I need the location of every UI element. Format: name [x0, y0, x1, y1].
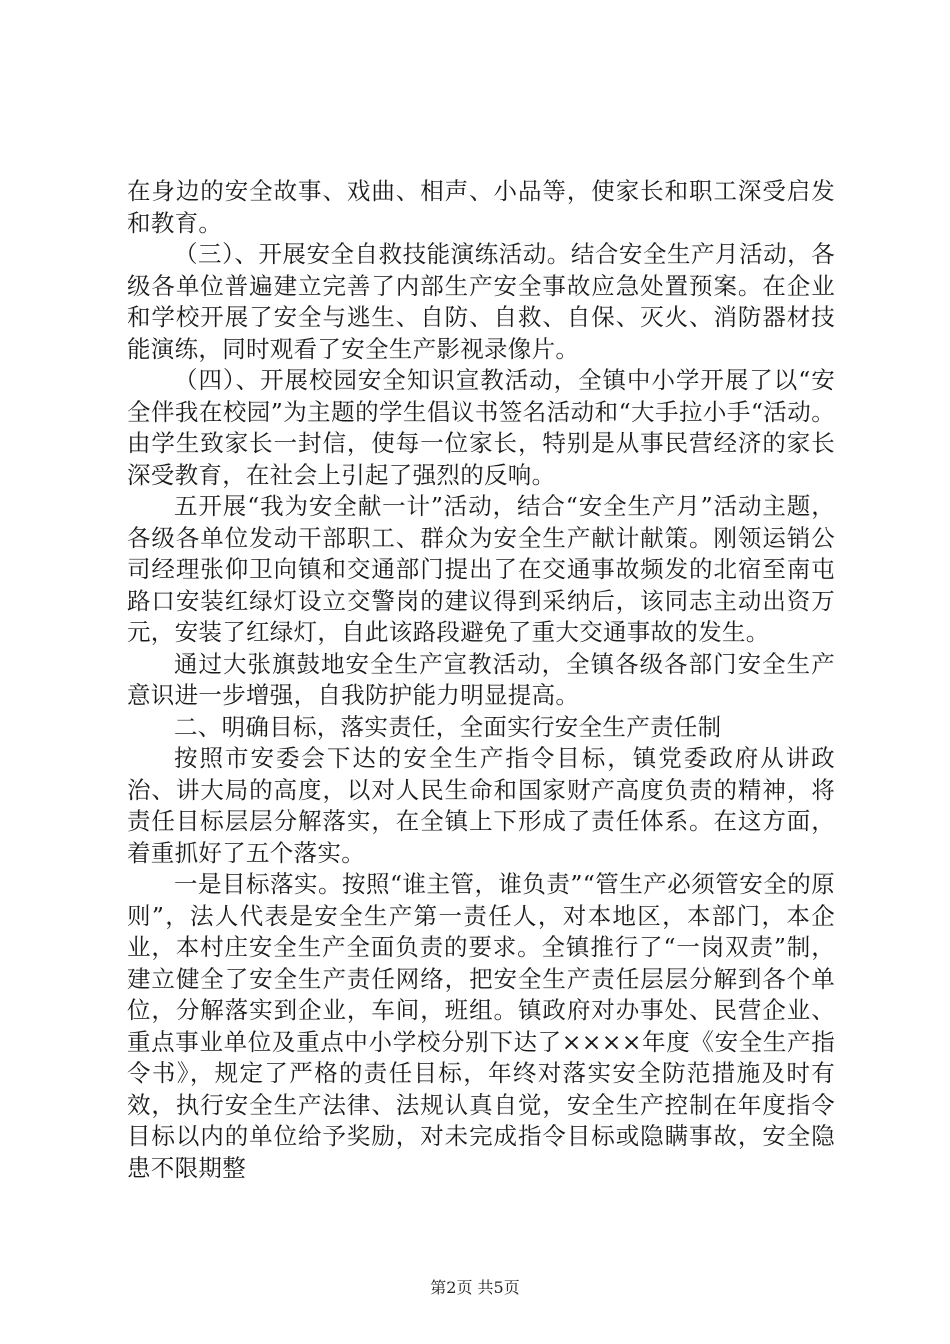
- paragraph: 按照市安委会下达的安全生产指令目标，镇党委政府从讲政治、讲大局的高度，以对人民生命和国家财产高度负责的精神，将责任目标层层分解落实，在全镇上下形成了责任体系。在这方面，着重抓好了五个落实。: [127, 744, 835, 867]
- document-body: [127, 176, 835, 1184]
- paragraph: 五开展“我为安全献一计”活动，结合“安全生产月”活动主题，各级各单位发动干部职工、群众为安全生产献计献策。刚领运销公司经理张仰卫向镇和交通部门提出了在交通事故频发的北宿至南屯路口安装红绿灯设立交警岗的建议得到采纳后，该同志主动出资万元，安装了红绿灯，自此该路段避免了重大交通事故的发生。: [127, 492, 835, 646]
- paragraph: （三）、开展安全自救技能演练活动。结合安全生产月活动，各级各单位普遍建立完善了内部生产安全事故应急处置预案。在企业和学校开展了安全与逃生、自防、自救、自保、灭火、消防器材技能演练，同时观看了安全生产影视录像片。: [127, 240, 835, 363]
- section-heading: 二、明确目标，落实责任，全面实行安全生产责任制: [174, 712, 722, 741]
- page-footer: 第2页 共5页: [430, 1278, 520, 1297]
- paragraph: 在身边的安全故事、戏曲、相声、小品等，使家长和职工深受启发和教育。: [127, 177, 835, 237]
- paragraph: （四）、开展校园安全知识宣教活动，全镇中小学开展了以“安全伴我在校园”为主题的学生倡议书签名活动和“大手拉小手“活动。由学生致家长一封信，使每一位家长，特别是从事民营经济的家长深受教育，在社会上引起了强烈的反响。: [127, 366, 835, 489]
- paragraph: 一是目标落实。按照“谁主管，谁负责”“管生产必须管安全的原则”，法人代表是安全生产第一责任人，对本地区，本部门，本企业，本村庄安全生产全面负责的要求。全镇推行了“一岗双责”制，建立健全了安全生产责任网络，把安全生产责任层层分解到各个单位，分解落实到企业，车间，班组。镇政府对办事处、民营企业、重点事业单位及重点中小学校分别下达了××××年度《安全生产指令书》，规定了严格的责任目标，年终对落实安全防范措施及时有效，执行安全生产法律、法规认真自觉，安全生产控制在年度指令目标以内的单位给予奖励，对未完成指令目标或隐瞒事故，安全隐患不限期整: [127, 870, 835, 1182]
- paragraph: 通过大张旗鼓地安全生产宣教活动，全镇各级各部门安全生产意识进一步增强，自我防护能力明显提高。: [127, 649, 835, 709]
